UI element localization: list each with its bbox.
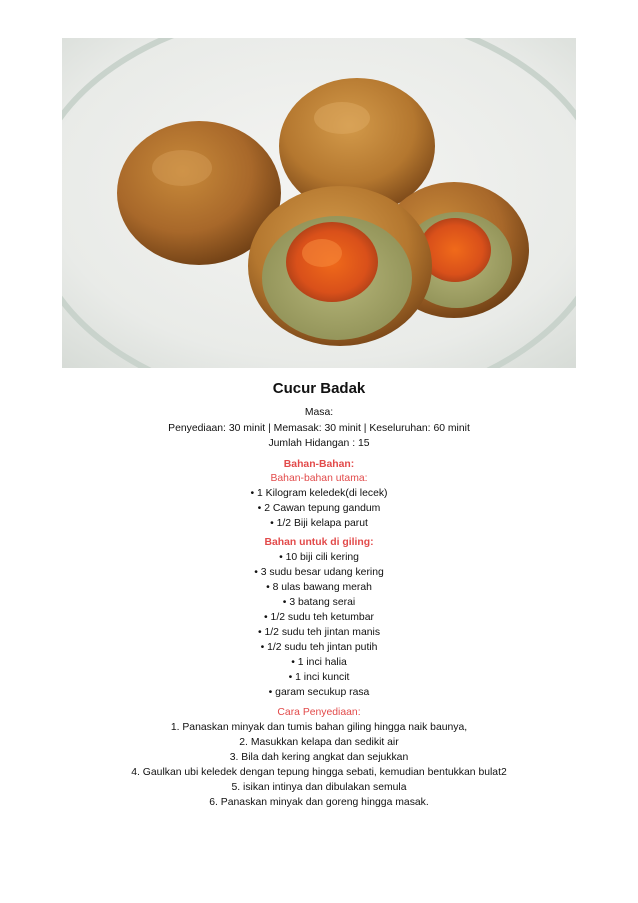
giling-item: • 1 inci halia <box>291 657 347 668</box>
masa-label: Masa: <box>304 407 334 418</box>
method-step: 5. isikan intinya dan dibulakan semula <box>231 782 407 793</box>
giling-item: • 1/2 sudu teh jintan manis <box>257 627 381 638</box>
ingredients-heading: Bahan-Bahan: <box>283 459 355 470</box>
method-step: 3. Bila dah kering angkat dan sejukkan <box>229 752 409 763</box>
time-summary: Penyediaan: 30 minit | Memasak: 30 minit | Keseluruhan: 60 minit <box>168 423 470 434</box>
ingredient-item: • 1 Kilogram keledek(di lecek) <box>250 488 388 499</box>
main-ingredients-subheading: Bahan-bahan utama: <box>270 473 368 484</box>
giling-heading: Bahan untuk di giling: <box>264 537 374 548</box>
recipe-photo <box>62 38 576 368</box>
method-step: 1. Panaskan minyak dan tumis bahan giling hingga naik baunya, <box>170 722 468 733</box>
giling-item: • 3 sudu besar udang kering <box>254 567 384 578</box>
method-step: 2. Masukkan kelapa dan sedikit air <box>239 737 399 748</box>
giling-item: • 1/2 sudu teh ketumbar <box>264 612 374 623</box>
ingredient-item: • 2 Cawan tepung gandum <box>257 503 381 514</box>
method-heading: Cara Penyediaan: <box>277 707 361 718</box>
giling-item: • garam secukup rasa <box>268 687 370 698</box>
ingredient-item: • 1/2 Biji kelapa parut <box>270 518 368 529</box>
recipe-title: Cucur Badak <box>272 380 366 397</box>
method-step: 6. Panaskan minyak dan goreng hingga masak. <box>209 797 429 808</box>
giling-item: • 3 batang serai <box>282 597 356 608</box>
giling-item: • 8 ulas bawang merah <box>266 582 372 593</box>
giling-item: • 1/2 sudu teh jintan putih <box>260 642 378 653</box>
servings: Jumlah Hidangan : 15 <box>268 438 370 449</box>
giling-item: • 1 inci kuncit <box>288 672 350 683</box>
giling-item: • 10 biji cili kering <box>279 552 359 563</box>
method-step: 4. Gaulkan ubi keledek dengan tepung hingga sebati, kemudian bentukkan bulat2 <box>131 767 507 778</box>
